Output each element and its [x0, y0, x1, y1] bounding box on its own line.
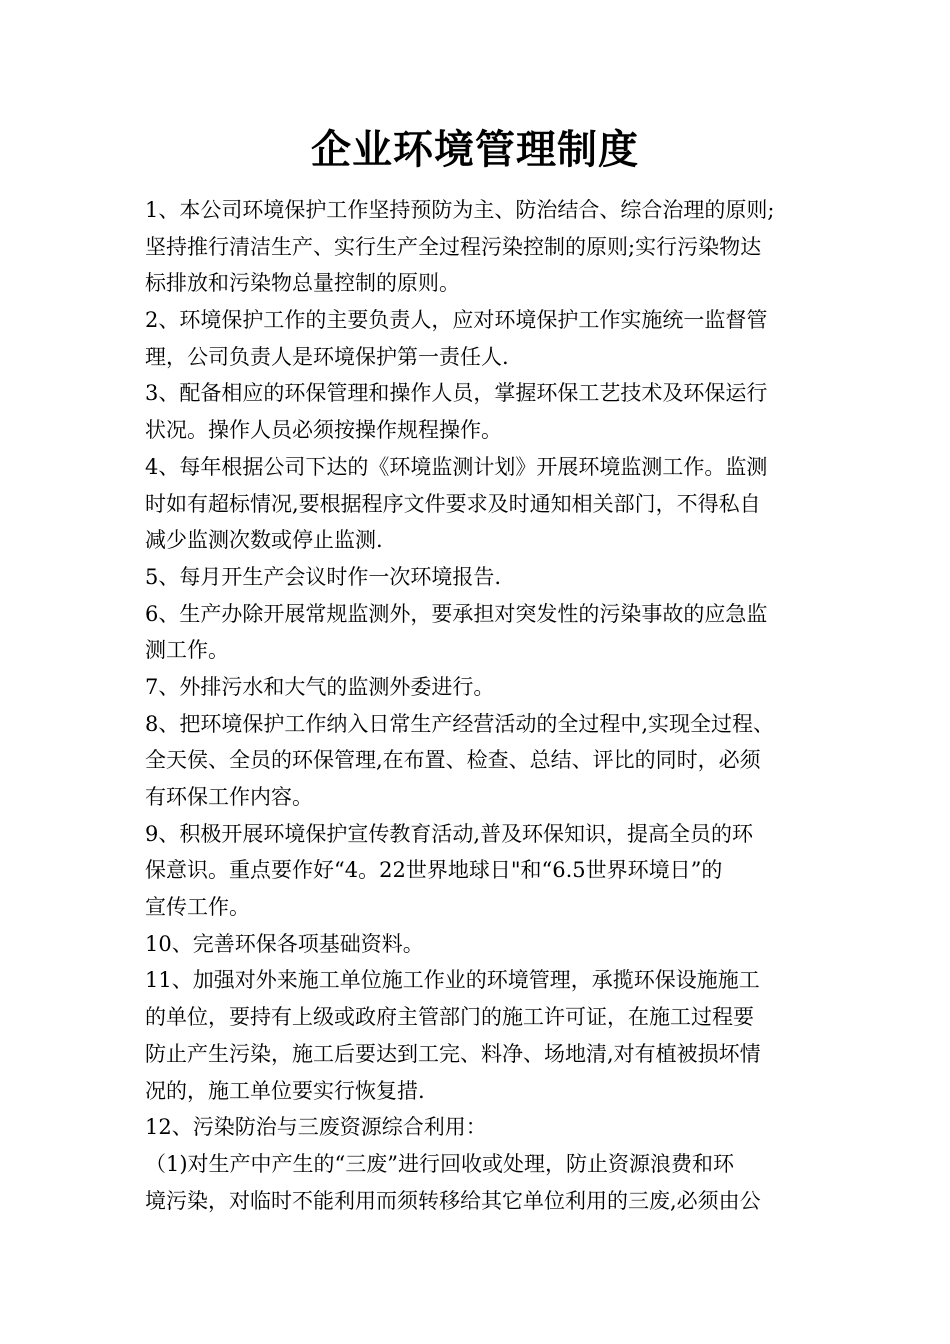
text-line: 防止产生污染，施工后要达到工完、料净、场地清,对有植被损坏情 [145, 1041, 761, 1066]
paragraph-3 [145, 375, 813, 448]
paragraph-5 [145, 559, 813, 596]
text-line: 7、外排污水和大气的监测外委进行。 [145, 674, 495, 699]
text-line: 况的，施工单位要实行恢复措. [145, 1078, 425, 1103]
text-line: 有环保工作内容。 [145, 785, 313, 809]
text-line: 10、完善环保各项基础资料。 [145, 931, 424, 956]
text-line: 11、加强对外来施工单位施工作业的环境管理，承揽环保设施施工 [145, 968, 760, 993]
text-line: （1)对生产中产生的“三废”进行回收或处理，防止资源浪费和环 [145, 1151, 735, 1176]
text-line: 理，公司负责人是环境保护第一责任人. [145, 344, 509, 369]
document-title: 企业环境管理制度 [311, 126, 639, 173]
text-line: 4、每年根据公司下达的《环境监测计划》开展环境监测工作。监测 [145, 454, 768, 479]
text-line: 测工作。 [145, 638, 229, 663]
text-line: 9、积极开展环境保护宣传教育活动,普及环保知识，提高全员的环 [145, 821, 754, 846]
paragraph-6 [145, 596, 813, 669]
text-line: 减少监测次数或停止监测. [145, 528, 383, 553]
document-body [145, 192, 813, 1219]
paragraph-2 [145, 302, 813, 375]
paragraph-7 [145, 669, 813, 706]
text-line: 时如有超标情况,要根据程序文件要求及时通知相关部门，不得私自 [145, 491, 761, 516]
paragraph-9 [145, 816, 813, 926]
paragraph-1 [145, 192, 813, 302]
text-line: 3、配备相应的环保管理和操作人员，掌握环保工艺技术及环保运行 [145, 381, 768, 406]
text-line: 的单位，要持有上级或政府主管部门的施工许可证，在施工过程要 [145, 1005, 754, 1030]
text-line: 6、生产办除开展常规监测外，要承担对突发性的污染事故的应急监 [145, 601, 768, 626]
text-line: 2、环境保护工作的主要负责人，应对环境保护工作实施统一监督管 [145, 308, 768, 333]
paragraph-4 [145, 449, 813, 559]
text-line: 境污染，对临时不能利用而须转移给其它单位利用的三废,必须由公 [145, 1188, 761, 1213]
text-line: 宣传工作。 [145, 895, 250, 920]
text-line: 8、把环境保护工作纳入日常生产经营活动的全过程中,实现全过程、 [145, 711, 775, 736]
text-line: 坚持推行清洁生产、实行生产全过程污染控制的原则;实行污染物达 [145, 234, 762, 259]
paragraph-8 [145, 706, 813, 816]
text-line: 标排放和污染物总量控制的原则。 [145, 271, 460, 296]
text-line: 5、每月开生产会议时作一次环境报告. [145, 564, 502, 589]
paragraph-11 [145, 962, 813, 1109]
text-line: 12、污染防治与三废资源综合利用： [145, 1115, 487, 1140]
text-line: 全天侯、全员的环保管理,在布置、检查、总结、评比的同时，必须 [145, 748, 761, 773]
text-line: 状况。操作人员必须按操作规程操作。 [145, 418, 502, 443]
paragraph-12 [145, 1109, 813, 1146]
text-line: 1、本公司环境保护工作坚持预防为主、防治结合、综合治理的原则; [145, 198, 775, 222]
paragraph-10 [145, 926, 813, 963]
paragraph-12-1 [145, 1146, 813, 1219]
text-line: 保意识。重点要作好“4。22世界地球日"和“6.5世界环境日”的 [145, 858, 723, 883]
